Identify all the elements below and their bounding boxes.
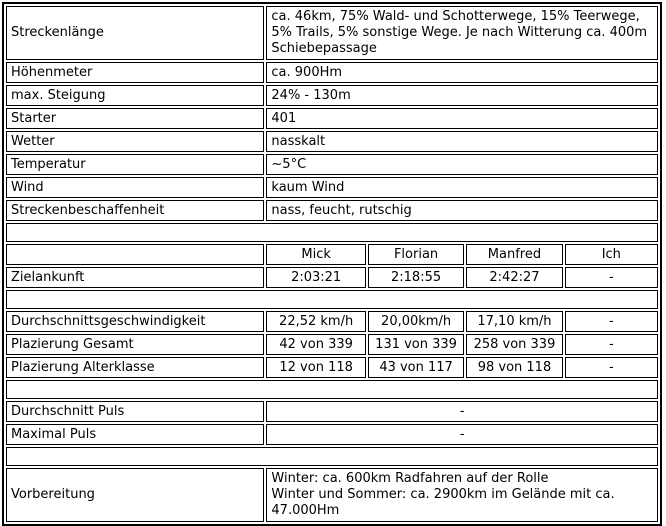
result-cell: -: [565, 334, 658, 355]
table-row-temperatur: [6, 154, 658, 175]
row-value: [266, 468, 658, 522]
table-row-maximal-puls: [6, 424, 658, 445]
vorbereitung-line-2: Winter und Sommer: ca. 2900km im Gelände mit ca. 47.000Hm: [271, 487, 615, 518]
result-cell: -: [565, 267, 658, 288]
row-value: 24% - 130m: [266, 85, 658, 106]
result-cell: 12 von 118: [266, 357, 365, 378]
spacer-cell: [6, 223, 658, 242]
row-value: ca. 46km, 75% Wald- und Schotterwege, 15% Teerwege, 5% Trails, 5% sonstige Wege. Je nach Witterung ca. 400m Schiebepassage: [266, 6, 658, 60]
spacer-cell: [6, 380, 658, 399]
result-cell: 258 von 339: [466, 334, 562, 355]
spacer-cell: [6, 447, 658, 466]
table-row-starter: [6, 108, 658, 129]
result-cell: 17,10 km/h: [466, 311, 562, 332]
rider-header-cell: Florian: [368, 244, 464, 265]
spacer-row: [6, 223, 658, 242]
table-row-durchschnitt-puls: [6, 401, 658, 422]
row-label: Plazierung Gesamt: [6, 334, 264, 355]
row-value: 401: [266, 108, 658, 129]
row-label: Durchschnittsgeschwindigkeit: [6, 311, 264, 332]
result-cell: 2:42:27: [466, 267, 562, 288]
result-cell: 43 von 117: [368, 357, 464, 378]
row-value: ca. 900Hm: [266, 62, 658, 83]
spacer-row: [6, 447, 658, 466]
table-row-plazierung-gesamt: [6, 334, 658, 355]
table-row-plazierung-alterklasse: [6, 357, 658, 378]
rider-header-cell: Manfred: [466, 244, 562, 265]
table-row-max-steigung: [6, 85, 658, 106]
table-row-wetter: [6, 131, 658, 152]
table-row-hoehenmeter: [6, 62, 658, 83]
row-label: Temperatur: [6, 154, 264, 175]
table-row-vorbereitung: [6, 468, 658, 522]
result-cell: 42 von 339: [266, 334, 365, 355]
row-label: Zielankunft: [6, 267, 264, 288]
row-label: Wetter: [6, 131, 264, 152]
row-label: Streckenlänge: [6, 6, 264, 60]
row-value: nass, feucht, rutschig: [266, 200, 658, 221]
table-row-streckenlaenge: [6, 6, 658, 60]
rider-header-cell: Ich: [565, 244, 658, 265]
row-value: -: [266, 401, 658, 422]
table-row-wind: [6, 177, 658, 198]
rider-header-cell: Mick: [266, 244, 365, 265]
spacer-cell: [6, 290, 658, 309]
result-cell: 2:18:55: [368, 267, 464, 288]
spacer-row: [6, 290, 658, 309]
row-value: ~5°C: [266, 154, 658, 175]
row-label: Starter: [6, 108, 264, 129]
rider-header-empty-cell: [6, 244, 264, 265]
row-value: kaum Wind: [266, 177, 658, 198]
result-cell: 20,00km/h: [368, 311, 464, 332]
row-label: Durchschnitt Puls: [6, 401, 264, 422]
race-stats-table: [2, 2, 662, 526]
row-label: Vorbereitung: [6, 468, 264, 522]
row-value: nasskalt: [266, 131, 658, 152]
row-label: Maximal Puls: [6, 424, 264, 445]
rider-header-row: [6, 244, 658, 265]
result-cell: 98 von 118: [466, 357, 562, 378]
result-cell: 131 von 339: [368, 334, 464, 355]
row-label: Streckenbeschaffenheit: [6, 200, 264, 221]
row-label: Plazierung Alterklasse: [6, 357, 264, 378]
result-cell: -: [565, 311, 658, 332]
table-row-zielankunft: [6, 267, 658, 288]
result-cell: 22,52 km/h: [266, 311, 365, 332]
spacer-row: [6, 380, 658, 399]
row-label: Wind: [6, 177, 264, 198]
row-label: Höhenmeter: [6, 62, 264, 83]
table-row-streckenbeschaffenheit: [6, 200, 658, 221]
table-row-durchschnittsgeschwindigkeit: [6, 311, 658, 332]
result-cell: 2:03:21: [266, 267, 365, 288]
row-label: max. Steigung: [6, 85, 264, 106]
vorbereitung-line-1: Winter: ca. 600km Radfahren auf der Rolle: [271, 471, 549, 486]
result-cell: -: [565, 357, 658, 378]
row-value: -: [266, 424, 658, 445]
